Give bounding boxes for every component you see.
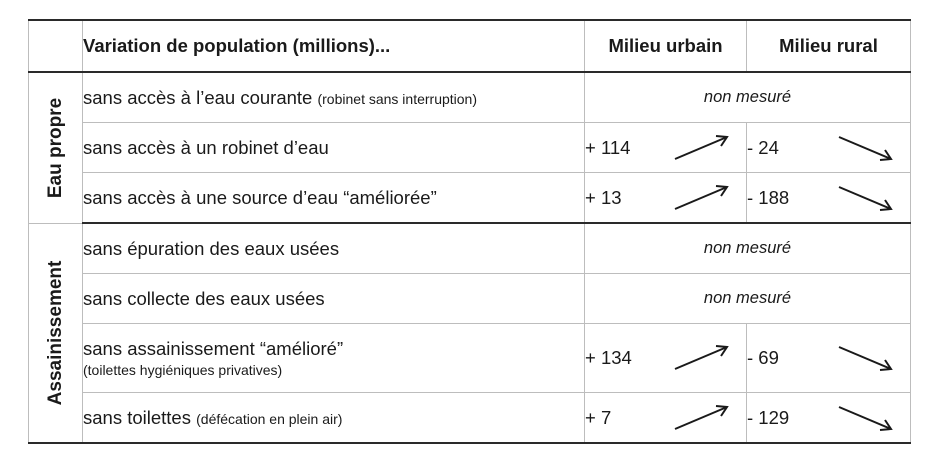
group-assainissement — [29, 223, 83, 443]
row-note: (toilettes hygiéniques privatives) — [83, 362, 283, 378]
table-row — [29, 223, 911, 274]
row-label — [83, 173, 585, 224]
row-label-text: sans accès à une source d’eau “améliorée” — [83, 186, 437, 208]
urbain-value-cell — [585, 173, 747, 224]
group-eau-propre — [29, 72, 83, 223]
row-label — [83, 324, 585, 393]
row-label-text: sans toilettes — [83, 406, 191, 428]
urbain-value-cell — [585, 123, 747, 173]
rural-value: - 188 — [747, 186, 790, 208]
population-table — [28, 19, 911, 444]
row-label — [83, 123, 585, 173]
urbain-value: + 13 — [585, 186, 622, 208]
row-label — [83, 72, 585, 123]
arrow-down-right-icon — [836, 342, 896, 374]
arrow-up-right-icon — [672, 342, 732, 374]
not-measured-cell: non mesuré — [585, 223, 911, 274]
arrow-down-right-icon — [836, 402, 896, 434]
arrow-down-right-icon — [836, 182, 896, 214]
row-label — [83, 223, 585, 274]
row-note: (défécation en plein air) — [196, 410, 343, 427]
header-variation: Variation de population (millions)... — [83, 20, 585, 72]
arrow-up-right-icon — [672, 132, 732, 164]
rural-value-cell — [747, 123, 911, 173]
table-row — [29, 274, 911, 324]
rural-value-cell — [747, 393, 911, 444]
arrow-down-right-icon — [836, 132, 896, 164]
rural-value: - 69 — [747, 347, 779, 368]
not-measured-cell: non mesuré — [585, 274, 911, 324]
row-label-text: sans assainissement “amélioré” — [83, 338, 344, 359]
urbain-value: + 114 — [585, 136, 631, 158]
row-label-text: sans accès à l’eau courante — [83, 86, 313, 108]
header-urbain: Milieu urbain — [585, 20, 747, 72]
arrow-up-right-icon — [672, 182, 732, 214]
header-row — [29, 20, 911, 72]
row-note: (robinet sans interruption) — [317, 90, 478, 107]
row-label — [83, 393, 585, 444]
table-row — [29, 72, 911, 123]
row-label — [83, 274, 585, 324]
urbain-value: + 7 — [585, 406, 612, 428]
row-label-text: sans accès à un robinet d’eau — [83, 136, 329, 158]
table-row — [29, 173, 911, 224]
not-measured-cell: non mesuré — [585, 72, 911, 123]
group-label-eau-propre: Eau propre — [44, 97, 66, 198]
arrow-up-right-icon — [672, 402, 732, 434]
table-row — [29, 123, 911, 173]
row-label-text: sans épuration des eaux usées — [83, 237, 340, 259]
table-row — [29, 324, 911, 393]
header-corner — [29, 20, 83, 72]
urbain-value: + 134 — [585, 347, 632, 368]
header-rural: Milieu rural — [747, 20, 911, 72]
rural-value-cell — [747, 324, 911, 393]
group-label-assainissement: Assainissement — [44, 260, 66, 406]
urbain-value-cell — [585, 324, 747, 393]
rural-value: - 129 — [747, 406, 790, 428]
table-row — [29, 393, 911, 444]
rural-value: - 24 — [747, 136, 779, 158]
urbain-value-cell — [585, 393, 747, 444]
row-label-text: sans collecte des eaux usées — [83, 287, 325, 309]
rural-value-cell — [747, 173, 911, 224]
